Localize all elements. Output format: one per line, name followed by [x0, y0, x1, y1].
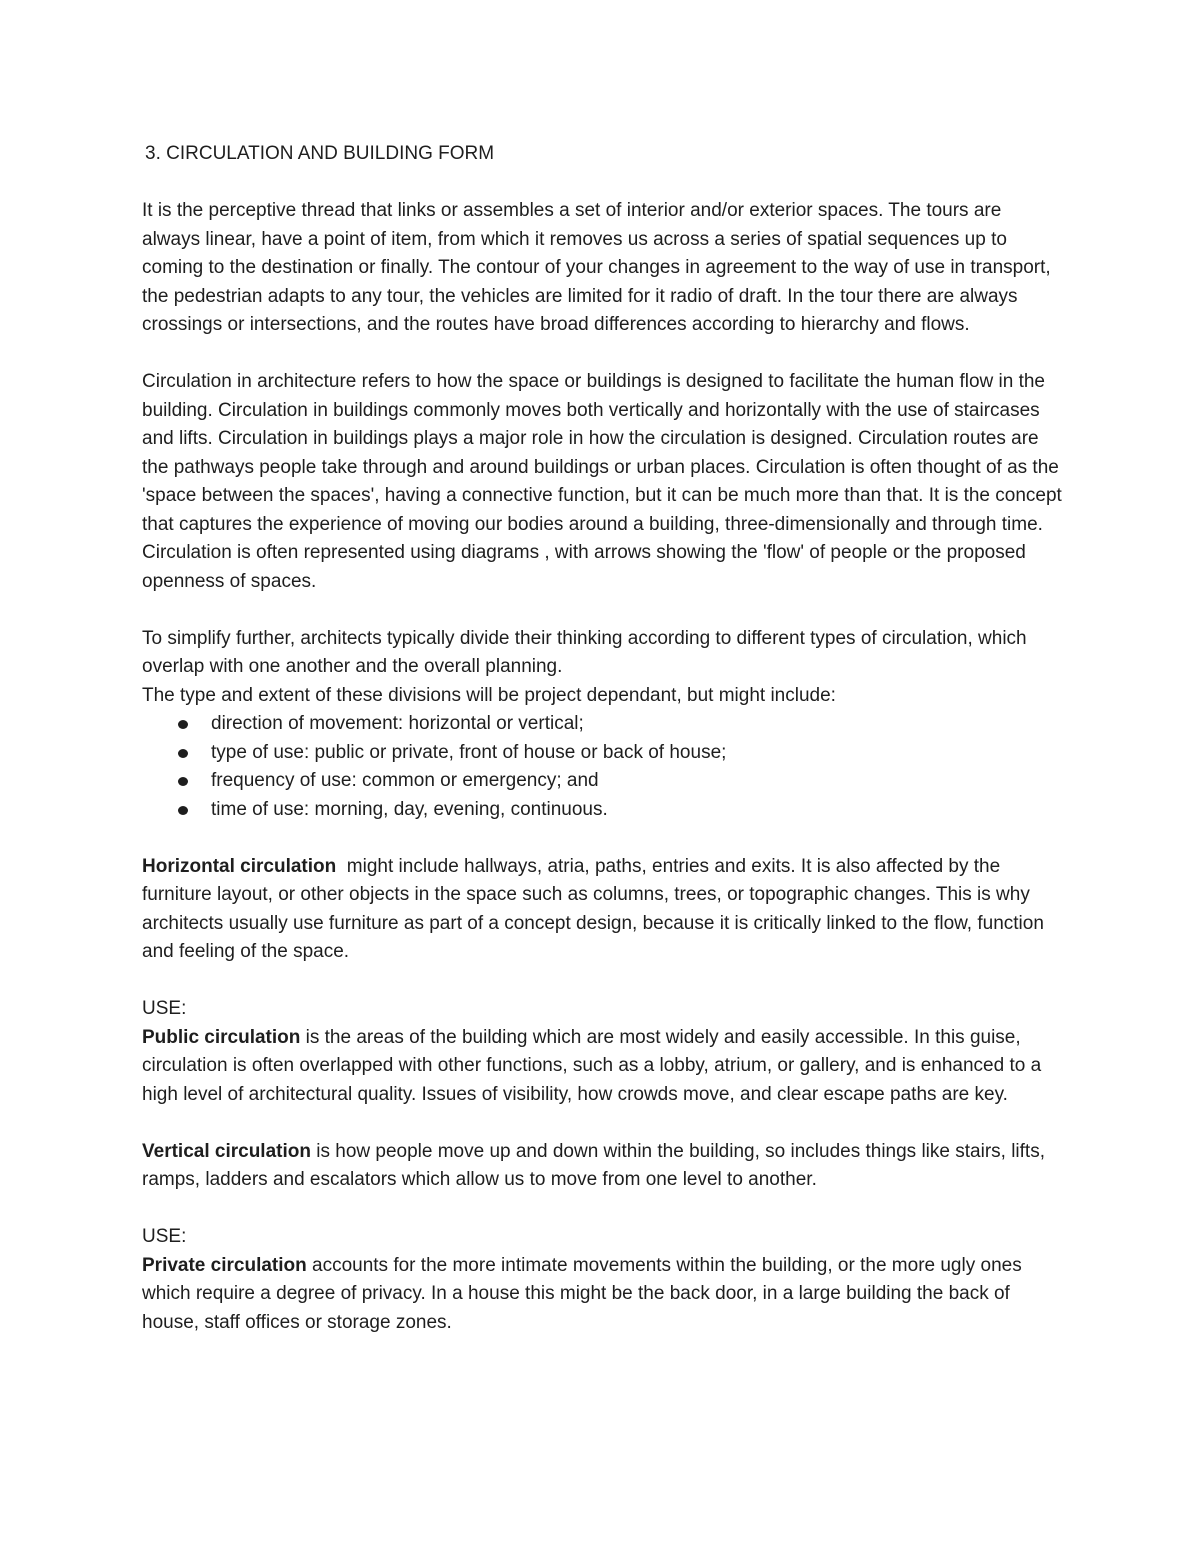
horizontal-circulation-paragraph [142, 853, 1062, 967]
use-label: USE: [142, 998, 187, 1019]
list-item [211, 767, 1062, 796]
public-circulation-paragraph [142, 995, 1062, 1109]
bullet-icon [178, 806, 188, 815]
bullet-icon [178, 720, 188, 729]
list-item [211, 796, 1062, 825]
private-circulation-term: Private circulation [142, 1254, 307, 1276]
intro-paragraph: It is the perceptive thread that links or assembles a set of interior and/or exterior spaces. The tours are always linear, have a point of item, from which it removes us across a series of spatial sequences up to coming to the destination or finally. The contour of your changes in agreement to the way of use in transport, the pedestrian adapts to any tour, the vehicles are limited for it radio of draft. In the tour there are always crossings or intersections, and the routes have broad differences according to hierarchy and flows. [142, 200, 1051, 335]
document-page [142, 140, 1062, 1366]
list-item [211, 739, 1062, 768]
public-circulation-text: is the areas of the building which are most widely and easily accessible. In this guise, circulation is often overlapped with other functions, such as a lobby, atrium, or gallery, and is enhanced to a high level of architectural quality. Issues of visibility, how crowds move, and clear escape paths are key. [142, 1026, 1042, 1105]
vertical-circulation-term: Vertical circulation [142, 1140, 311, 1162]
divisions-list [142, 710, 1062, 824]
use-label: USE: [142, 1226, 187, 1247]
list-item-text: direction of movement: horizontal or vertical; [211, 713, 584, 734]
list-item-text: time of use: morning, day, evening, continuous. [211, 798, 608, 820]
list-item-text: frequency of use: common or emergency; and [211, 770, 599, 791]
section-heading: 3. CIRCULATION AND BUILDING FORM [145, 143, 495, 164]
private-circulation-paragraph [142, 1223, 1062, 1337]
public-circulation-term: Public circulation [142, 1026, 301, 1048]
horizontal-circulation-term: Horizontal circulation [142, 855, 337, 877]
types-intro-paragraph: To simplify further, architects typically divide their thinking according to different types of circulation, which overlap with one another and the overall planning. [142, 627, 1027, 677]
bullet-icon [178, 777, 188, 786]
vertical-circulation-paragraph [142, 1138, 1062, 1195]
circulation-definition-paragraph: Circulation in architecture refers to how the space or buildings is designed to facilitate the human flow in the building. Circulation in buildings commonly moves both vertically and horizontally with the use of staircases and lifts. Circulation in buildings plays a major role in how the circulation is designed. Circulation routes are the pathways people take through and around buildings or urban places. Circulation is often thought of as the 'space between the spaces', having a connective function, but it can be much more than that. It is the concept that captures the experience of moving our bodies around a building, three-dimensionally and through time. Circulation is often represented using diagrams , with arrows showing the 'flow' of people or the proposed openness of spaces. [142, 371, 1062, 592]
bullet-icon [178, 749, 188, 758]
private-circulation-text: accounts for the more intimate movements within the building, or the more ugly ones which require a degree of privacy. In a house this might be the back door, in a large building the back of house, staff offices or storage zones. [142, 1254, 1022, 1333]
list-item-text: type of use: public or private, front of house or back of house; [211, 741, 727, 763]
horizontal-circulation-text: might include hallways, atria, paths, entries and exits. It is also affected by the furniture layout, or other objects in the space such as columns, trees, or topographic changes. This is why architects usually use furniture as part of a concept design, because it is critically linked to the flow, function and feeling of the space. [142, 855, 1050, 962]
list-item [211, 710, 1062, 739]
vertical-circulation-text: is how people move up and down within the building, so includes things like stairs, lifts, ramps, ladders and escalators which allow us to move from one level to another. [142, 1140, 1045, 1190]
divisions-intro-paragraph: The type and extent of these divisions will be project dependant, but might include: [142, 684, 836, 706]
